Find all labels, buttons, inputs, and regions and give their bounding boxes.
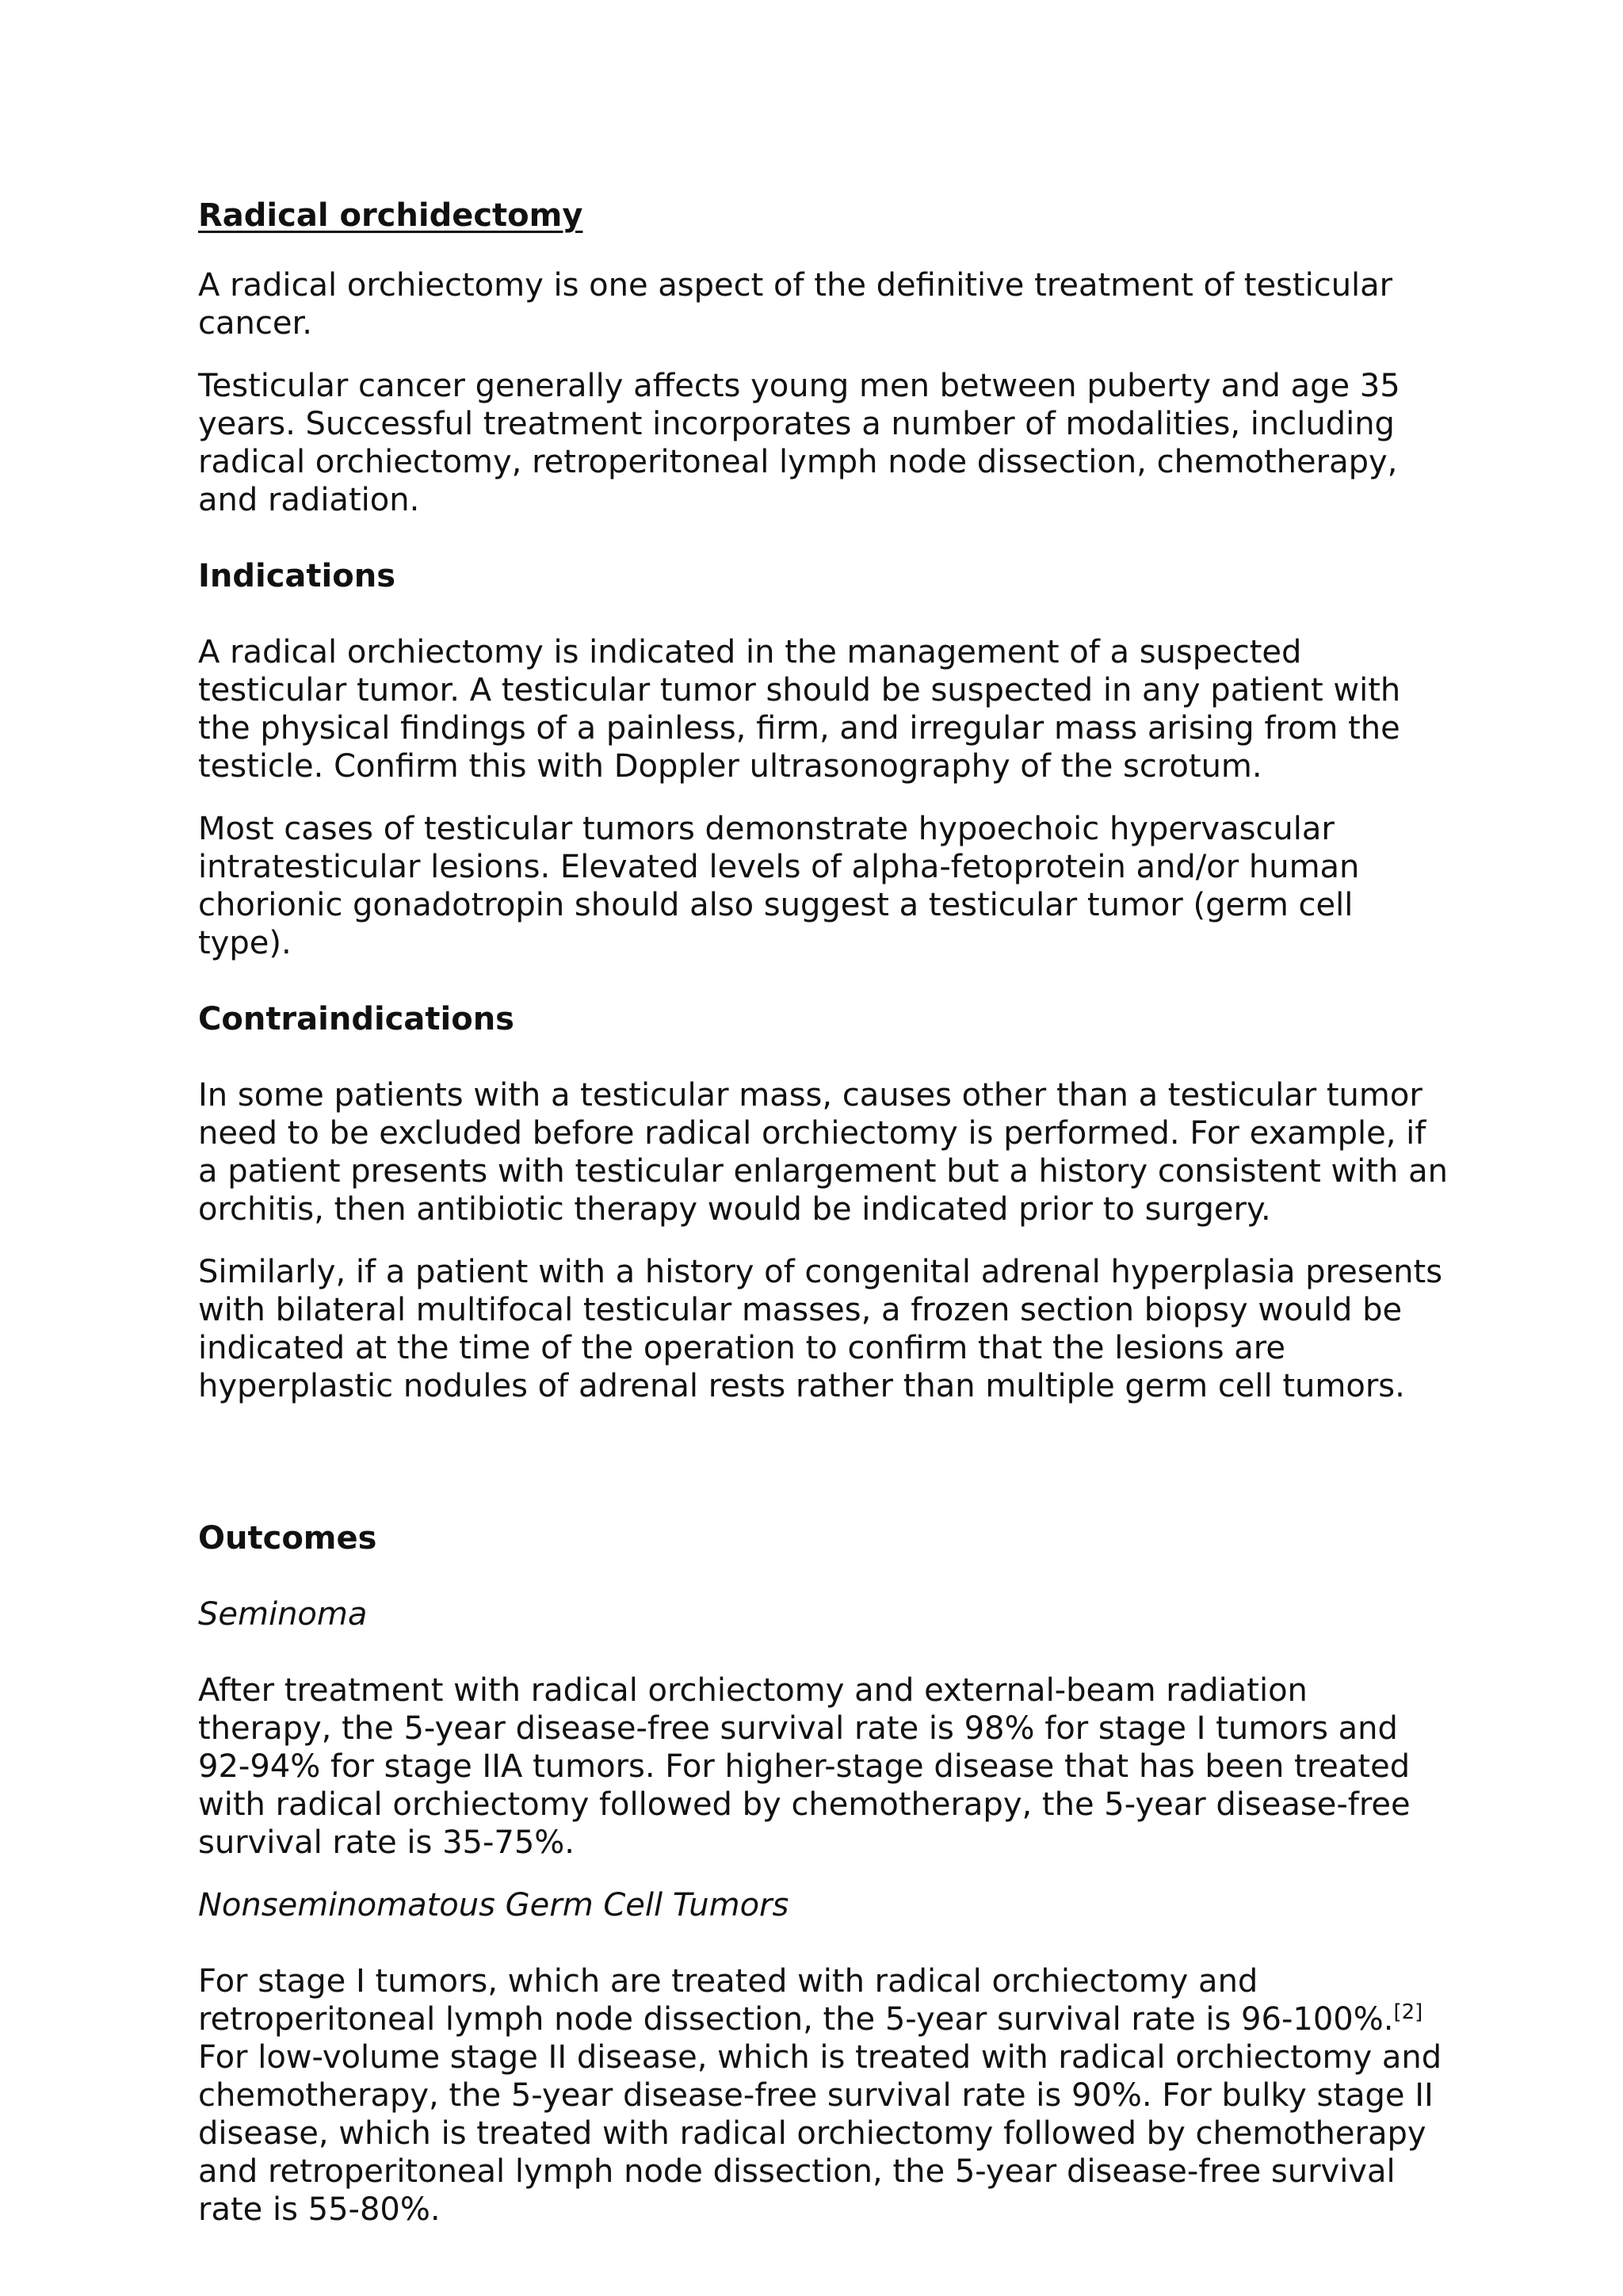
nsgct-text-part-1: For stage I tumors, which are treated with radical orchiectomy and retroperitoneal lymph node dissection, the 5-year survival rate is 96-100%. xyxy=(198,1963,1394,2038)
citation-reference[interactable]: [2] xyxy=(1393,2000,1423,2024)
seminoma-subheading: Seminoma xyxy=(198,1596,368,1633)
intro-paragraph-1: A radical orchiectomy is one aspect of the definitive treatment of testicular cancer. xyxy=(198,267,1393,342)
intro-paragraph-2: Testicular cancer generally affects young men between puberty and age 35 years. Successful treatment incorporates a number of modalities, including radical orchiectomy, retroperitoneal lymph node dissection, chemotherapy, and radiation. xyxy=(198,368,1400,518)
nsgct-text-part-2: For low-volume stage II disease, which is treated with radical orchiectomy and chemotherapy, the 5-year disease-free survival rate is 90%. For bulky stage II disease, which is treated with radical orchiectomy followed by chemotherapy and retroperitoneal lymph node dissection, the 5-year disease-free survival rate is 55-80%. xyxy=(198,2039,1442,2228)
document-title: Radical orchidectomy xyxy=(198,197,583,234)
contraindications-paragraph-2: Similarly, if a patient with a history of congenital adrenal hyperplasia presents with bilateral multifocal testicular masses, a frozen section biopsy would be indicated at the time of the operation to confirm that the lesions are hyperplastic nodules of adrenal rests rather than multiple germ cell tumors. xyxy=(198,1254,1443,1404)
nsgct-paragraph xyxy=(198,1962,1450,2229)
indications-paragraph-2: Most cases of testicular tumors demonstrate hypoechoic hypervascular intratesticular lesions. Elevated levels of alpha-fetoprotein and/or human chorionic gonadotropin should also suggest a testicular tumor (germ cell type). xyxy=(198,811,1360,961)
indications-paragraph-1: A radical orchiectomy is indicated in the management of a suspected testicular tumor. A testicular tumor should be suspected in any patient with the physical findings of a painless, firm, and irregular mass arising from the testicle. Confirm this with Doppler ultrasonography of the scrotum. xyxy=(198,634,1401,785)
outcomes-heading: Outcomes xyxy=(198,1520,377,1557)
seminoma-paragraph: After treatment with radical orchiectomy and external-beam radiation therapy, the 5-year disease-free survival rate is 98% for stage I tumors and 92-94% for stage IIA tumors. For higher-stage disease that has been treated with radical orchiectomy followed by chemotherapy, the 5-year disease-free survival rate is 35-75%. xyxy=(198,1672,1411,1861)
nsgct-subheading: Nonseminomatous Germ Cell Tumors xyxy=(198,1887,789,1924)
document-page xyxy=(198,197,1450,2229)
indications-heading: Indications xyxy=(198,558,396,594)
contraindications-paragraph-1: In some patients with a testicular mass, causes other than a testicular tumor need to be excluded before radical orchiectomy is performed. For example, if a patient presents with testicular enlargement but a history consistent with an orchitis, then antibiotic therapy would be indicated prior to surgery. xyxy=(198,1077,1448,1228)
contraindications-heading: Contraindications xyxy=(198,1001,514,1037)
